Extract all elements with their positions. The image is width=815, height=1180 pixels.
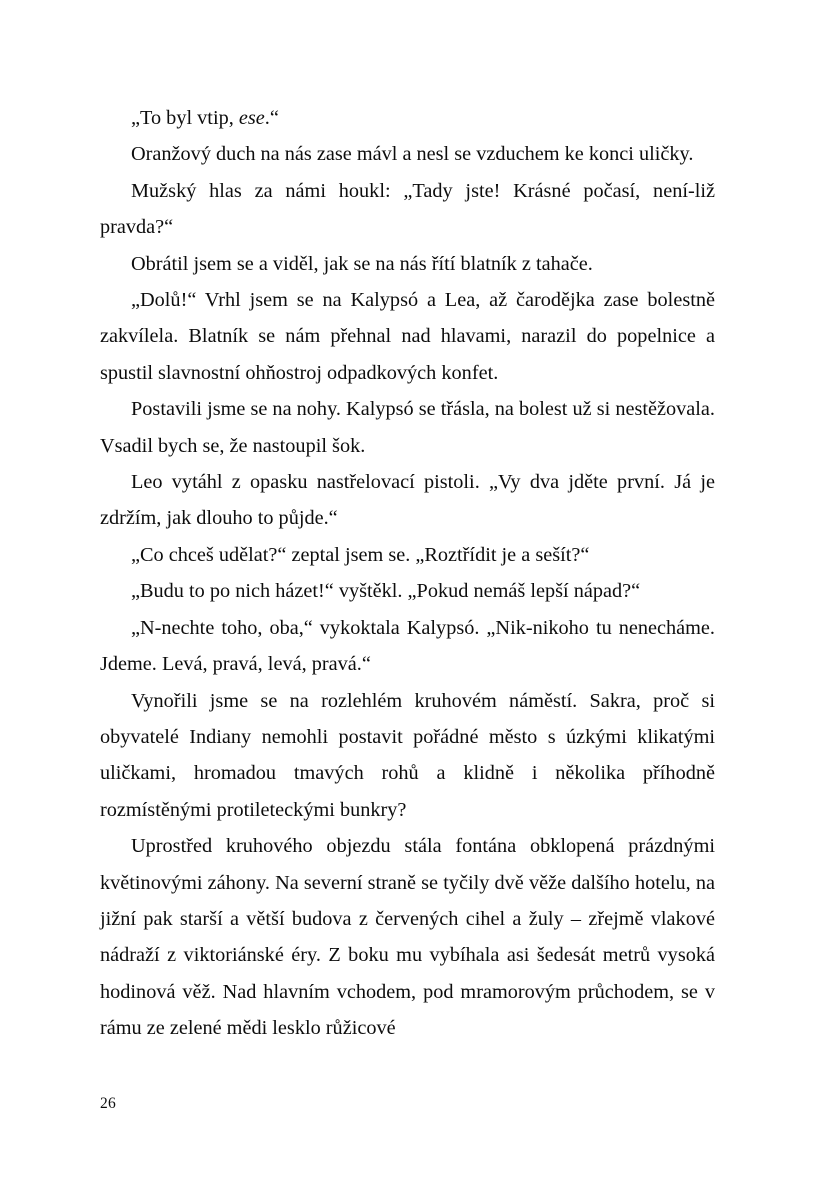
paragraph: „Co chceš udělat?“ zeptal jsem se. „Roztřídit je a sešít?“ — [131, 543, 590, 566]
paragraph: „N-nechte toho, oba,“ vykoktala Kalypsó. „Nik-nikoho tu nenecháme. Jdeme. Levá, pravá, levá, pravá.“ — [100, 616, 715, 676]
page-number: 26 — [100, 1095, 116, 1112]
paragraph: Postavili jsme se na nohy. Kalypsó se třásla, na bolest už si nestěžovala. Vsadil bych se, že nastoupil šok. — [100, 398, 715, 457]
paragraph: „Budu to po nich házet!“ vyštěkl. „Pokud nemáš lepší nápad?“ — [131, 580, 641, 603]
paragraph: Vynořili jsme se na rozlehlém kruhovém náměstí. Sakra, proč si obyvatelé Indiany nemohli postavit pořádné město s úzkými klikatými uličkami, hromadou tmavých rohů a klidně i několika příhodně rozmístěnými protileteckými bunkry? — [100, 689, 715, 821]
body-text — [100, 100, 715, 1047]
paragraph: Obrátil jsem se a viděl, jak se na nás řítí blatník z tahače. — [131, 252, 593, 275]
paragraph: Uprostřed kruhového objezdu stála fontána obklopená prázdnými květinovými záhony. Na severní straně se tyčily dvě věže dalšího hotelu, na jižní pak starší a větší budova z červených cihel a žuly – zřejmě vlakové nádraží z viktoriánské éry. Z boku mu vybíhala asi šedesát metrů vysoká hodinová věž. Nad hlavním vchodem, pod mramorovým průchodem, se v rámu ze zelené mědi lesklo růžicové — [100, 835, 715, 1040]
paragraph: „To byl vtip, ese.“ — [131, 107, 279, 129]
paragraph: Oranžový duch na nás zase mávl a nesl se vzduchem ke konci uličky. — [131, 143, 694, 166]
paragraph: Mužský hlas za námi houkl: „Tady jste! Krásné počasí, není-liž pravda?“ — [100, 179, 715, 239]
paragraph: „Dolů!“ Vrhl jsem se na Kalypsó a Lea, až čarodějka zase bolestně zakvílela. Blatník se nám přehnal nad hlavami, narazil do popelnice a spustil slavnostní ohňostroj odpadkových konfet. — [100, 289, 715, 384]
paragraph: Leo vytáhl z opasku nastřelovací pistoli. „Vy dva jděte první. Já je zdržím, jak dlouho to půjde.“ — [100, 471, 715, 530]
